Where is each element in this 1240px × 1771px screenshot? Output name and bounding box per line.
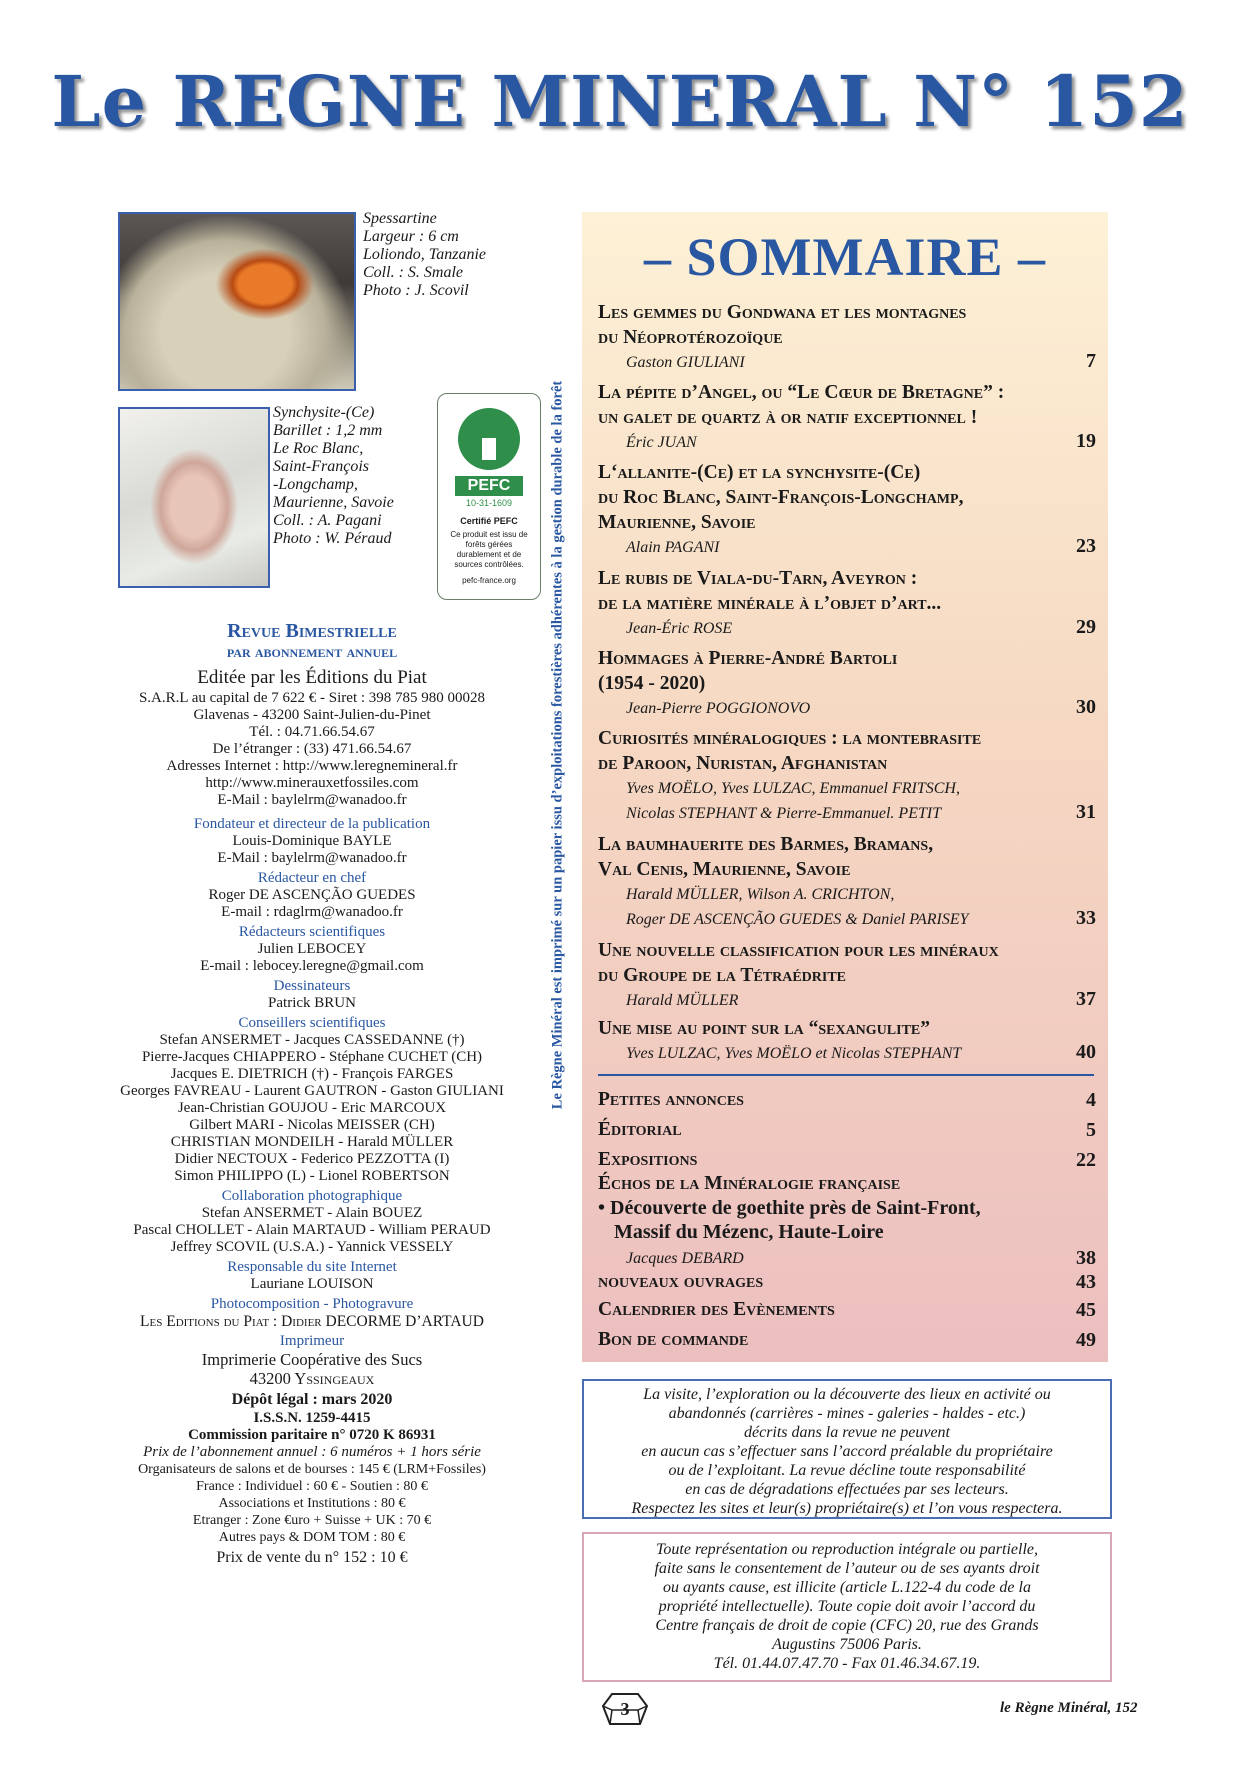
rubrique-label: Petites annonces — [598, 1089, 744, 1110]
conseiller-line: Pierre-Jacques CHIAPPERO - Stéphane CUCHET (CH) — [141, 1049, 483, 1065]
address-line: Glavenas - 43200 Saint-Julien-du-Pinet — [193, 707, 431, 723]
rubrique-page: 22 — [1076, 1149, 1096, 1171]
caption-line: Barillet : 1,2 mm — [273, 422, 383, 439]
rubrique-page: 4 — [1086, 1089, 1096, 1111]
entry-title-line: La pépite d’Angel, ou “Le Cœur de Bretagne” : — [598, 382, 1005, 403]
conseiller-line: Jean-Christian GOUJOU - Eric MARCOUX — [177, 1100, 447, 1116]
fondateur-name: Louis-Dominique BAYLE — [232, 833, 392, 849]
rubrique-label: Calendrier des Evènements — [598, 1299, 835, 1320]
imprimeur-name: Imprimerie Coopérative des Sucs — [201, 1350, 423, 1369]
scientifiques-role: Rédacteurs scientifiques — [238, 924, 386, 940]
internet-line-2: http://www.minerauxetfossiles.com — [205, 775, 419, 791]
entry-author: Yves MOËLO, Yves LULZAC, Emmanuel FRITSCH, — [626, 780, 960, 797]
site-role: Responsable du site Internet — [227, 1259, 397, 1275]
notice-line: ou de l’exploitant. La revue décline toute responsabilité — [668, 1462, 1026, 1479]
notice-line: faite sans le consentement de l’auteur ou de ses ayants droit — [654, 1560, 1040, 1577]
dessinateurs-name: Patrick BRUN — [268, 995, 356, 1011]
entry-title-line: un galet de quartz à or natif exceptionnel ! — [598, 407, 978, 428]
sommaire-title: – SOMMAIRE – — [644, 227, 1046, 287]
conseiller-line: CHRISTIAN MONDEILH - Harald MÜLLER — [170, 1134, 454, 1150]
entry-page: 23 — [1076, 535, 1096, 557]
entry-author: Jean-Pierre POGGIONOVO — [626, 700, 811, 717]
caption-line: Loliondo, Tanzanie — [363, 246, 486, 263]
entry-title-line: de Paroon, Nuristan, Afghanistan — [598, 753, 888, 774]
caption-line: Saint-François — [273, 458, 369, 475]
photocompo-name: Les Editions du Piat : Didier DECORME D’ARTAUD — [140, 1313, 484, 1330]
pefc-site: pefc-france.org — [462, 576, 516, 585]
toc-entry[interactable] — [598, 1016, 1096, 1066]
internet-line-1: Adresses Internet : http://www.leregnemineral.fr — [166, 758, 458, 774]
notice-line: propriété intellectuelle). Toute copie doit avoir l’accord du — [658, 1598, 1036, 1615]
caption-line: Photo : W. Péraud — [273, 530, 392, 547]
imprimeur-city: 43200 Yssingeaux — [249, 1369, 375, 1388]
site-name: Lauriane LOUISON — [250, 1276, 374, 1292]
redacteur-name: Roger DE ASCENÇÃO GUEDES — [208, 887, 416, 903]
entry-title-line: du Roc Blanc, Saint-François-Longchamp, — [598, 487, 964, 508]
rubrique-label: nouveaux ouvrages — [598, 1271, 764, 1292]
entry-author: Alain PAGANI — [626, 539, 720, 556]
notice-line: La visite, l’exploration ou la découverte des lieux en activité ou — [643, 1386, 1051, 1403]
conseiller-line: Jacques E. DIETRICH (†) - François FARGES — [170, 1066, 454, 1082]
echos-item-line[interactable]: Massif du Mézenc, Haute-Loire — [614, 1221, 884, 1243]
associations-prix: Associations et Institutions : 80 € — [218, 1496, 406, 1511]
caption-line: Maurienne, Savoie — [273, 494, 394, 511]
email-line: E-Mail : baylelrm@wanadoo.fr — [217, 792, 407, 808]
issn: I.S.S.N. 1259-4415 — [253, 1410, 371, 1426]
autres-prix: Autres pays & DOM TOM : 80 € — [218, 1530, 406, 1545]
rubrique-page: 43 — [1076, 1271, 1096, 1293]
prix-vente: Prix de vente du n° 152 : 10 € — [216, 1549, 408, 1566]
entry-page: 31 — [1076, 801, 1096, 823]
caption-line: Photo : J. Scovil — [363, 282, 469, 299]
revue-line1: Revue Bimestrielle — [227, 620, 397, 642]
organisateurs: Organisateurs de salons et de bourses : 145 € (LRM+Fossiles) — [138, 1462, 486, 1477]
dessinateurs-role: Dessinateurs — [273, 978, 351, 994]
entry-page: 7 — [1086, 350, 1096, 372]
toc-entry[interactable] — [598, 300, 1096, 375]
entry-title-line: Curiosités minéralogiques : la montebrasite — [598, 728, 982, 749]
vertical-pefc-note — [546, 315, 570, 1175]
pefc-label: PEFC — [455, 476, 523, 496]
prix-abonnement: Prix de l’abonnement annuel : 6 numéros + 1 hors série — [143, 1444, 481, 1460]
notice-line: décrits dans la revue ne peuvent — [743, 1424, 950, 1441]
notice-line: en cas de dégradations effectuées par ses lecteurs. — [685, 1481, 1009, 1498]
rubrique-label: Éditorial — [598, 1119, 682, 1140]
collab-line: Stefan ANSERMET - Alain BOUEZ — [201, 1205, 423, 1221]
entry-title-line: Une mise au point sur la “sexangulite” — [598, 1018, 930, 1039]
caption-line: Synchysite-(Ce) — [273, 404, 375, 421]
notice-line: Toute représentation ou reproduction intégrale ou partielle, — [655, 1541, 1039, 1558]
pefc-text: Ce produit est issu de forêts gérées durablement et de sources contrôlées. — [450, 530, 528, 569]
pefc-cert: Certifié PEFC — [460, 516, 518, 526]
toc-entry[interactable] — [598, 566, 1096, 641]
caption-line: Le Roc Blanc, — [273, 440, 364, 457]
conseiller-line: Stefan ANSERMET - Jacques CASSEDANNE (†) — [159, 1032, 465, 1048]
entry-title-line: Le rubis de Viala-du-Tarn, Aveyron : — [598, 568, 918, 589]
rubrique-label: Bon de commande — [598, 1329, 749, 1350]
toc-entry[interactable] — [598, 726, 1096, 826]
page-number: 3 — [620, 1699, 630, 1719]
pefc-tree-icon — [458, 408, 520, 470]
entry-title-line: L‘allanite-(Ce) et la synchysite-(Ce) — [598, 462, 921, 483]
pefc-logo — [437, 393, 541, 600]
entry-title-line: Les gemmes du Gondwana et les montagnes — [598, 302, 967, 323]
rubrique-label: Expositions — [598, 1149, 698, 1170]
depot-legal: Dépôt légal : mars 2020 — [231, 1391, 393, 1408]
copyright-notice-box — [582, 1532, 1112, 1682]
pefc-code: 10-31-1609 — [465, 498, 513, 508]
entry-title-line: Hommages à Pierre-André Bartoli — [598, 648, 898, 669]
rubrique-label: Échos de la Minéralogie française — [598, 1173, 901, 1194]
toc-entry[interactable] — [598, 832, 1096, 932]
echos-author: Jacques DEBARD — [626, 1250, 744, 1267]
collab-role: Collaboration photographique — [221, 1188, 403, 1204]
conseiller-line: Didier NECTOUX - Federico PEZZOTTA (I) — [174, 1151, 450, 1167]
caption-line: Coll. : A. Pagani — [273, 512, 382, 529]
entry-page: 40 — [1076, 1041, 1096, 1063]
toc-entry[interactable] — [598, 380, 1096, 455]
sarl-line: S.A.R.L au capital de 7 622 € - Siret : 398 785 980 00028 — [138, 690, 486, 706]
fondateur-email: E-Mail : baylelrm@wanadoo.fr — [217, 850, 407, 866]
entry-title-line: La baumhauerite des Barmes, Bramans, — [598, 834, 934, 855]
sommaire-panel — [582, 212, 1108, 1362]
entry-title-line: du Groupe de la Tétraédrite — [598, 965, 847, 986]
entry-author: Jean-Éric ROSE — [626, 620, 733, 637]
entry-author: Harald MÜLLER, Wilson A. CRICHTON, — [626, 886, 895, 903]
rubrique-item[interactable] — [598, 1298, 1096, 1322]
echos-page: 38 — [1076, 1247, 1096, 1269]
footer-journal-name: le Règne Minéral, 152 — [1000, 1700, 1138, 1716]
rubrique-page: 49 — [1076, 1329, 1096, 1351]
conseiller-line: Simon PHILIPPO (L) - Lionel ROBERTSON — [174, 1168, 450, 1184]
echos-author-row — [598, 1246, 1096, 1271]
vertical-text: Le Règne Minéral est imprimé sur un papier issu d’exploitations forestières adhérentes à la gestion durable de la forêt — [549, 380, 566, 1110]
entry-title-line: Une nouvelle classification pour les minéraux — [598, 940, 999, 961]
entry-page: 19 — [1076, 430, 1096, 452]
entry-title-line: de la matière minérale à l’objet d’art... — [598, 593, 942, 614]
collab-line: Jeffrey SCOVIL (U.S.A.) - Yannick VESSELY — [170, 1239, 454, 1255]
entry-page: 37 — [1076, 988, 1096, 1010]
entry-author: Harald MÜLLER — [626, 992, 739, 1009]
masthead-column — [110, 620, 514, 1568]
echos-item-line[interactable]: • Découverte de goethite près de Saint-Front, — [598, 1197, 981, 1219]
entry-author: Nicolas STEPHANT & Pierre-Emmanuel. PETIT — [626, 805, 942, 822]
toc-entry[interactable] — [598, 646, 1096, 721]
tel-etranger-line: De l’étranger : (33) 471.66.54.67 — [212, 741, 412, 757]
revue-line2: par abonnement annuel — [226, 642, 398, 661]
commission-paritaire: Commission paritaire n° 0720 K 86931 — [188, 1427, 436, 1443]
conseiller-line: Georges FAVREAU - Laurent GAUTRON - Gaston GIULIANI — [120, 1083, 504, 1099]
redacteur-email: E-mail : rdaglrm@wanadoo.fr — [221, 904, 403, 920]
france-prix: France : Individuel : 60 € - Soutien : 80 € — [196, 1479, 428, 1494]
entry-author: Roger DE ASCENÇÃO GUEDES & Daniel PARISEY — [626, 911, 969, 928]
entry-author: Yves LULZAC, Yves MOËLO et Nicolas STEPHANT — [626, 1045, 962, 1062]
caption-line: Largeur : 6 cm — [363, 228, 459, 245]
conseiller-line: Gilbert MARI - Nicolas MEISSER (CH) — [189, 1117, 435, 1133]
spessartine-photo — [118, 212, 356, 391]
notice-line: Augustins 75006 Paris. — [772, 1636, 922, 1653]
entry-title-line: (1954 - 2020) — [598, 673, 706, 694]
page-title: Le REGNE MINERAL N° 152 — [51, 60, 1189, 143]
caption-line: Coll. : S. Smale — [363, 264, 463, 281]
caption-line: Spessartine — [363, 210, 437, 227]
imprimeur-role: Imprimeur — [279, 1333, 345, 1349]
rubrique-item[interactable] — [598, 1172, 1096, 1196]
entry-author: Éric JUAN — [626, 434, 697, 451]
rubrique-item[interactable] — [598, 1148, 1096, 1172]
caption-line: -Longchamp, — [273, 476, 358, 493]
editee-par: Editée par les Éditions du Piat — [197, 667, 427, 688]
rubrique-item[interactable] — [598, 1328, 1096, 1352]
toc-entry[interactable] — [598, 460, 1096, 560]
entry-page: 33 — [1076, 907, 1096, 929]
scientifiques-email: E-mail : lebocey.leregne@gmail.com — [200, 958, 424, 974]
notice-line: Respectez les sites et leur(s) propriétaire(s) et l’on vous respectera. — [631, 1500, 1063, 1517]
entry-title-line: Maurienne, Savoie — [598, 512, 756, 533]
synchysite-photo — [118, 407, 270, 588]
page-number-badge — [600, 1690, 650, 1730]
toc-entry[interactable] — [598, 938, 1096, 1013]
rubrique-item[interactable] — [598, 1270, 1096, 1294]
photo1-caption — [363, 210, 486, 300]
photo2-caption — [273, 404, 394, 548]
redacteur-role: Rédacteur en chef — [257, 870, 367, 886]
notice-line: en aucun cas s’effectuer sans l’accord préalable du propriétaire — [641, 1443, 1053, 1460]
notice-line: Tél. 01.44.07.47.70 - Fax 01.46.34.67.19. — [713, 1655, 981, 1672]
entry-page: 30 — [1076, 696, 1096, 718]
visit-disclaimer-box — [582, 1379, 1112, 1519]
tel-line: Tél. : 04.71.66.54.67 — [249, 724, 375, 740]
etranger-prix: Etranger : Zone €uro + Suisse + UK : 70 € — [192, 1513, 432, 1528]
entry-title-line: du Néoprotérozoïque — [598, 327, 783, 348]
notice-line: Centre français de droit de copie (CFC) 20, rue des Grands — [655, 1617, 1039, 1634]
rubrique-page: 5 — [1086, 1119, 1096, 1141]
photocompo-role: Photocomposition - Photogravure — [210, 1296, 414, 1312]
rubrique-item[interactable] — [598, 1088, 1096, 1112]
scientifiques-name: Julien LEBOCEY — [257, 941, 367, 957]
entry-title-line: Val Cenis, Maurienne, Savoie — [598, 859, 851, 880]
fondateur-role: Fondateur et directeur de la publication — [193, 816, 431, 832]
notice-line: ou ayants cause, est illicite (article L.122-4 du code de la — [663, 1579, 1031, 1596]
rubrique-page: 45 — [1076, 1299, 1096, 1321]
conseillers-role: Conseillers scientifiques — [238, 1015, 386, 1031]
notice-line: abandonnés (carrières - mines - galeries - haldes - etc.) — [668, 1405, 1026, 1422]
collab-line: Pascal CHOLLET - Alain MARTAUD - William PERAUD — [133, 1222, 491, 1238]
entry-page: 29 — [1076, 616, 1096, 638]
rubrique-item[interactable] — [598, 1118, 1096, 1142]
entry-author: Gaston GIULIANI — [626, 354, 745, 371]
sommaire-divider — [598, 1074, 1094, 1076]
